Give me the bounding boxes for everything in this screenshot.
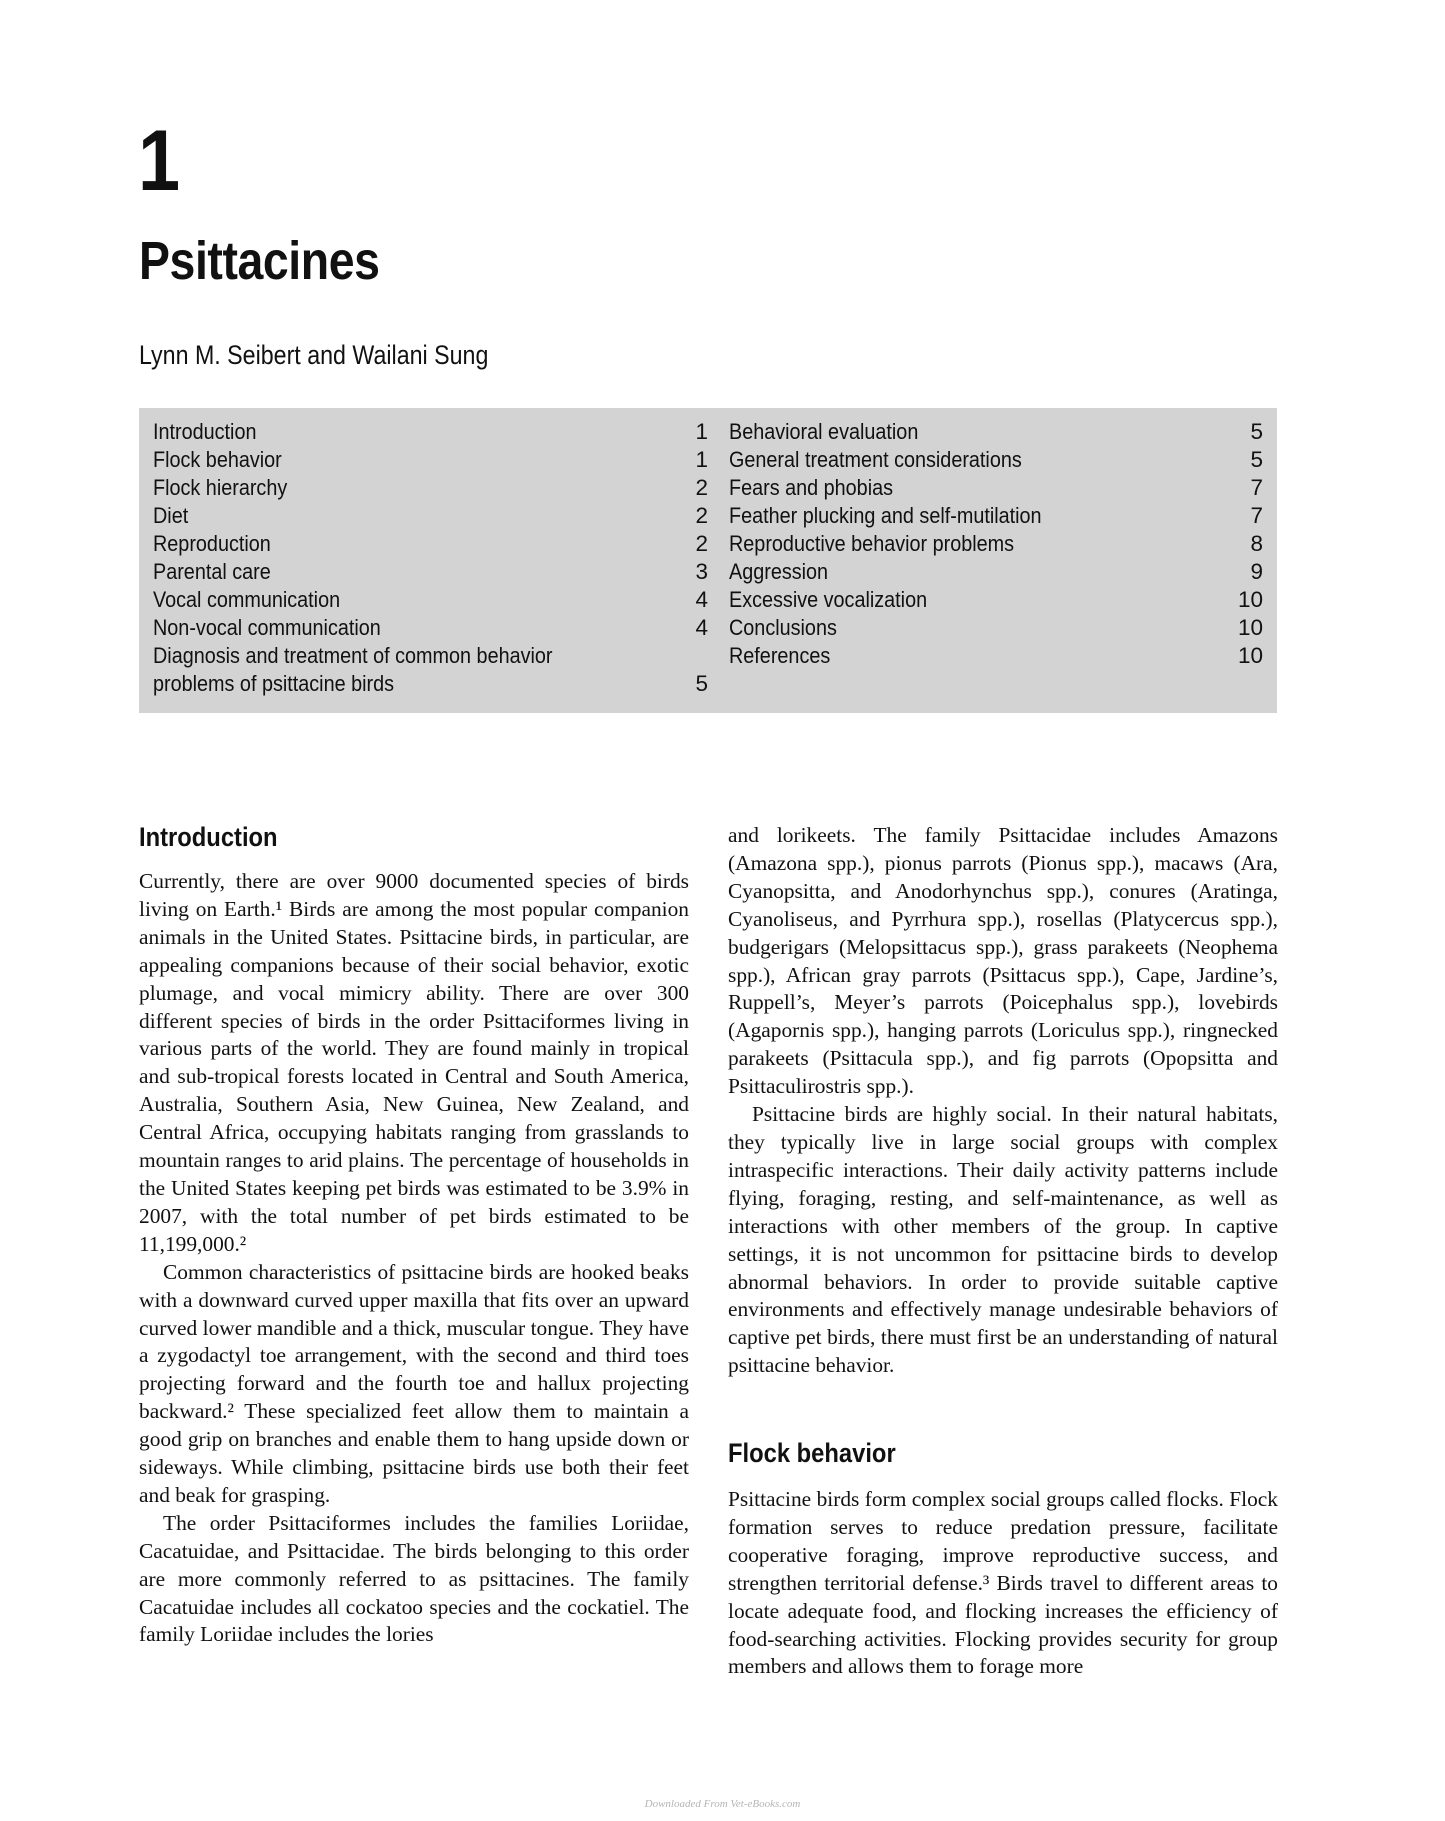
toc-entry-label: Aggression (729, 559, 829, 584)
toc-entry-page: 2 (695, 531, 708, 556)
toc-entry-label: Flock behavior (153, 447, 282, 472)
toc-entry[interactable] (153, 558, 708, 586)
toc-entry-page: 2 (695, 475, 708, 500)
toc-entry-label: Excessive vocalization (729, 587, 928, 612)
toc-entry-label: References (729, 643, 831, 668)
section-heading-flock-behavior: Flock behavior (728, 1438, 896, 1468)
toc-entry-label: Reproductive behavior problems (729, 531, 1015, 556)
right-column-text-flock (728, 1486, 1278, 1681)
toc-entry-label: Feather plucking and self-mutilation (729, 503, 1042, 528)
toc-entry[interactable] (153, 614, 708, 642)
toc-entry-label: Flock hierarchy (153, 475, 288, 500)
toc-entry[interactable] (729, 614, 1399, 642)
toc-entry-page: 7 (1250, 503, 1263, 528)
toc-entry[interactable] (729, 642, 1399, 670)
chapter-authors: Lynn M. Seibert and Wailani Sung (139, 340, 489, 370)
toc-entry-page: 3 (695, 559, 708, 584)
chapter-title: Psittacines (139, 231, 380, 291)
toc-entry-page: 10 (1237, 587, 1263, 612)
toc-entry[interactable] (729, 502, 1399, 530)
toc-entry[interactable] (153, 530, 708, 558)
toc-entry[interactable] (153, 418, 708, 446)
download-watermark: Downloaded From Vet-eBooks.com (644, 1798, 801, 1810)
toc-left-column (153, 418, 708, 698)
toc-entry-page: 8 (1250, 531, 1263, 556)
right-column-text (728, 822, 1278, 1380)
section-heading-introduction: Introduction (139, 822, 278, 852)
toc-entry[interactable] (153, 474, 708, 502)
table-of-contents (139, 408, 1277, 713)
toc-entry[interactable] (729, 586, 1399, 614)
toc-entry[interactable] (153, 502, 708, 530)
toc-entry-label: Vocal communication (153, 587, 341, 612)
toc-entry-page: 10 (1237, 615, 1263, 640)
toc-entry-page: 2 (695, 503, 708, 528)
chapter-number: 1 (138, 113, 179, 209)
toc-entry[interactable] (153, 446, 708, 474)
toc-entry-page: 1 (695, 419, 708, 444)
toc-entry[interactable] (153, 642, 708, 698)
toc-entry-page: 4 (695, 587, 708, 612)
paragraph: Common characteristics of psittacine birds are hooked beaks with a downward curved upper maxilla that fits over an upward curved lower mandible and a thick, muscular tongue. They have a zygodactyl toe arrangement, with the second and third toes projecting forward and the fourth toe and hallux projecting backward.² These specialized feet allow them to maintain a good grip on branches and enable them to hang upside down or sideways. While climbing, psittacine birds use both their feet and beak for grasping. (139, 1259, 689, 1507)
toc-entry[interactable] (729, 418, 1399, 446)
toc-entry-label: Diagnosis and treatment of common behavior problems of psittacine birds (153, 643, 553, 696)
toc-entry[interactable] (153, 586, 708, 614)
paragraph: Currently, there are over 9000 documented species of birds living on Earth.¹ Birds are among the most popular companion animals in the United States. Psittacine birds, in particular, are appealing companions because of their social behavior, exotic plumage, and vocal mimicry ability. There are over 300 different species of birds in the order Psittaciformes living in various parts of the world. They are found mainly in tropical and sub-tropical forests located in Central and South America, Australia, Southern Asia, New Guinea, New Zealand, and Central Africa, occupying habitats ranging from grasslands to mountain ranges to arid plains. The percentage of households in the United States keeping pet birds was estimated to be 3.9% in 2007, with the total number of pet birds estimated to be 11,199,000.² (139, 869, 689, 1256)
toc-entry[interactable] (729, 474, 1399, 502)
toc-entry-label: Introduction (153, 419, 257, 444)
toc-entry-label: Parental care (153, 559, 271, 584)
paragraph: The order Psittaciformes includes the families Loriidae, Cacatuidae, and Psittacidae. The birds belonging to this order are more commonly referred to as psittacines. The family Cacatuidae includes all cockatoo species and the cockatiel. The family Loriidae includes the lories (139, 1510, 689, 1647)
toc-entry-label: Non-vocal communication (153, 615, 381, 640)
toc-entry-page: 10 (1237, 643, 1263, 668)
toc-entry-page: 7 (1250, 475, 1263, 500)
paragraph: and lorikeets. The family Psittacidae includes Amazons (Amazona spp.), pionus parrots (Pionus spp.), macaws (Ara, Cyanopsitta, and Anodorhynchus spp.), conures (Aratinga, Cyanoliseus, and Pyrrhura spp.), rosellas (Platycercus spp.), budgerigars (Melopsittacus spp.), grass parakeets (Neophema spp.), African gray parrots (Psittacus spp.), Cape, Jardine’s, Ruppell’s, Meyer’s parrots (Poicephalus spp.), lovebirds (Agapornis spp.), hanging parrots (Loriculus spp.), ringnecked parakeets (Psittacula spp.), and fig parrots (Opopsitta and Psittaculirostris spp.). (728, 823, 1278, 1099)
paragraph: Psittacine birds are highly social. In their natural habitats, they typically live in large social groups with complex intraspecific interactions. Their daily activity patterns include flying, foraging, resting, and self-maintenance, as well as interactions with other members of the group. In captive settings, it is not uncommon for psittacine birds to develop abnormal behaviors. In order to provide suitable captive environments and effectively manage undesirable behaviors of captive pet birds, there must first be an understanding of natural psittacine behavior. (728, 1102, 1278, 1378)
toc-entry-page: 5 (1250, 419, 1263, 444)
toc-entry[interactable] (729, 530, 1399, 558)
toc-entry-label: Behavioral evaluation (729, 419, 919, 444)
toc-entry-page: 5 (1250, 447, 1263, 472)
toc-entry-page: 4 (695, 615, 708, 640)
toc-entry[interactable] (729, 558, 1399, 586)
paragraph: Psittacine birds form complex social groups called flocks. Flock formation serves to reduce predation pressure, facilitate cooperative foraging, improve reproductive success, and strengthen territorial defense.³ Birds travel to different areas to locate adequate food, and flocking increases the efficiency of food-searching activities. Flocking provides security for group members and allows them to forage more (728, 1487, 1278, 1679)
toc-entry-label: Reproduction (153, 531, 271, 556)
toc-entry[interactable] (729, 446, 1399, 474)
toc-right-column (729, 418, 1399, 670)
toc-entry-label: Conclusions (729, 615, 837, 640)
toc-entry-page: 9 (1250, 559, 1263, 584)
toc-entry-page: 1 (695, 447, 708, 472)
left-column-text (139, 868, 689, 1649)
toc-entry-page: 5 (695, 671, 708, 696)
toc-entry-label: Fears and phobias (729, 475, 894, 500)
toc-entry-label: Diet (153, 503, 189, 528)
toc-entry-label: General treatment considerations (729, 447, 1022, 472)
